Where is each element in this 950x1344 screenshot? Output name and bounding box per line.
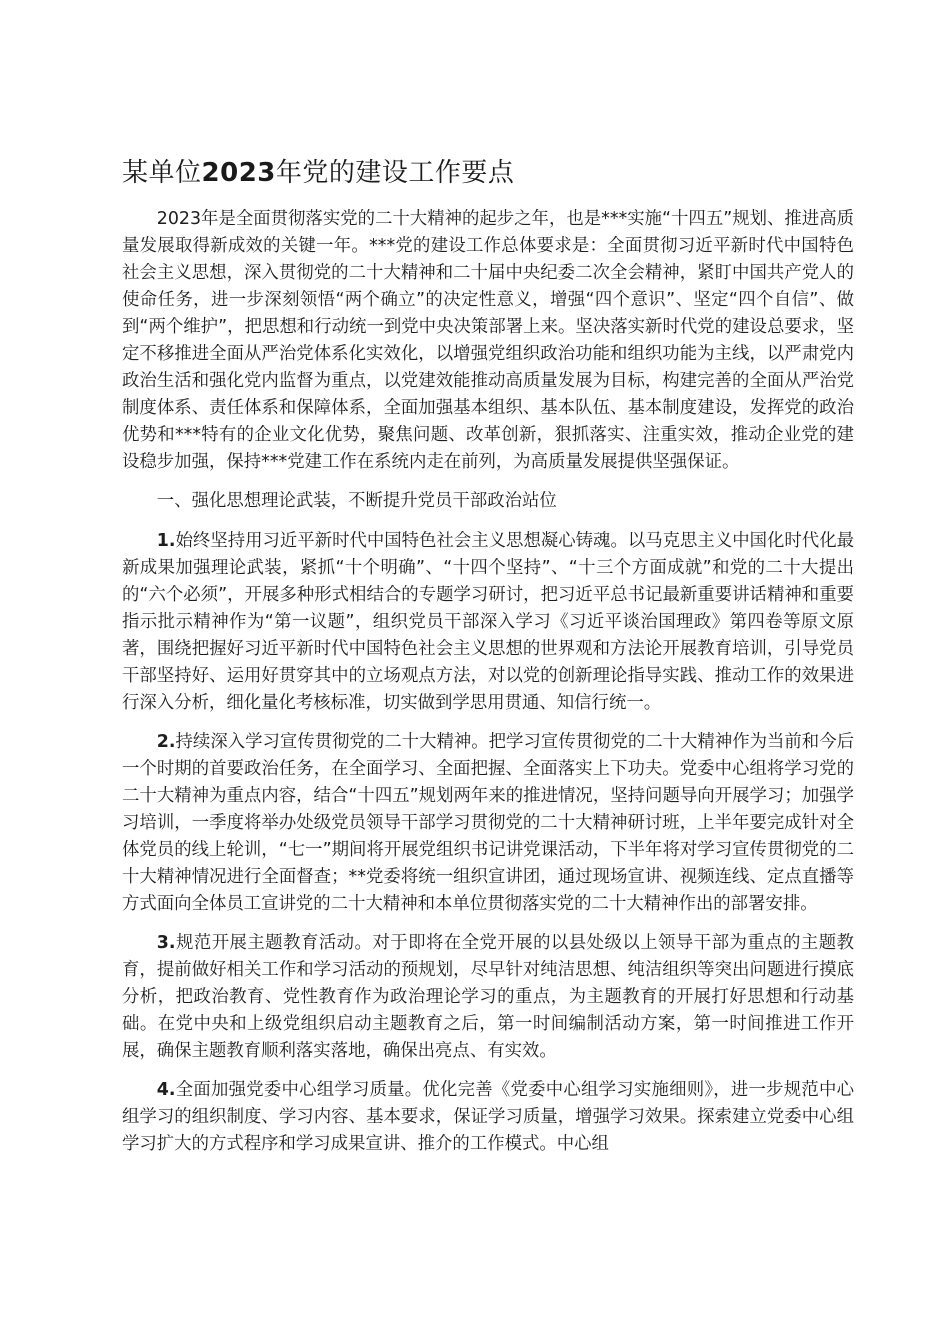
- item-paragraph-2: [122, 729, 854, 918]
- title-year: 2023: [201, 158, 276, 188]
- title-suffix: 年党的建设工作要点: [275, 158, 515, 188]
- item-number: 1.: [156, 531, 176, 551]
- item-paragraph-4: [122, 1077, 854, 1158]
- item-number: 3.: [156, 933, 176, 953]
- title-prefix: 某单位: [122, 158, 202, 188]
- section-heading: 一、强化思想理论武装，不断提升党员干部政治站位: [156, 491, 557, 511]
- item-text: 始终坚持用习近平新时代中国特色社会主义思想凝心铸魂。以马克思主义中国化时代化最新成果加强理论武装，紧抓“十个明确”、“十四个坚持”、“十三个方面成就”和党的二十大提出的“六个必须”，开展多种形式相结合的专题学习研讨，把习近平总书记最新重要讲话精神和重要指示批示精神作为“第一议题”，组织党员干部深入学习《习近平谈治国理政》第四卷等原文原著，围绕把握好习近平新时代中国特色社会主义思想的世界观和方法论开展教育培训，引导党员干部坚持好、运用好贯穿其中的立场观点方法，对以党的创新理论指导实践、推动工作的效果进行深入分析，细化量化考核标准，切实做到学思用贯通、知信行统一。: [122, 531, 854, 713]
- item-paragraph-1: [122, 528, 854, 717]
- item-number: 2.: [156, 732, 176, 752]
- item-text: 规范开展主题教育活动。对于即将在全党开展的以县处级以上领导干部为重点的主题教育，提前做好相关工作和学习活动的预规划，尽早针对纯洁思想、纯洁组织等突出问题进行摸底分析，把政治教育、党性教育作为政治理论学习的重点，为主题教育的开展打好思想和行动基础。在党中央和上级党组织启动主题教育之后，第一时间编制活动方案，第一时间推进工作开展，确保主题教育顺利落实落地，确保出亮点、有实效。: [122, 933, 854, 1061]
- document-title: [122, 153, 514, 193]
- item-number: 4.: [156, 1080, 176, 1100]
- document-body: [122, 206, 854, 1170]
- intro-paragraph: 2023年是全面贯彻落实党的二十大精神的起步之年，也是***实施“十四五”规划、推进高质量发展取得新成效的关键一年。***党的建设工作总体要求是：全面贯彻习近平新时代中国特色社会主义思想，深入贯彻党的二十大精神和二十届中央纪委二次全会精神，紧盯中国共产党人的使命任务，进一步深刻领悟“两个确立”的决定性意义，增强“四个意识”、坚定“四个自信”、做到“两个维护”，把思想和行动统一到党中央决策部署上来。坚决落实新时代党的建设总要求，坚定不移推进全面从严治党体系化实效化，以增强党组织政治功能和组织功能为主线，以严肃党内政治生活和强化党内监督为重点，以党建效能推动高质量发展为目标，构建完善的全面从严治党制度体系、责任体系和保障体系，全面加强基本组织、基本队伍、基本制度建设，发挥党的政治优势和***特有的企业文化优势，聚焦问题、改革创新，狠抓落实、注重实效，推动企业党的建设稳步加强，保持***党建工作在系统内走在前列，为高质量发展提供坚强保证。: [122, 209, 854, 472]
- item-text: 持续深入学习宣传贯彻党的二十大精神。把学习宣传贯彻党的二十大精神作为当前和今后一个时期的首要政治任务，在全面学习、全面把握、全面落实上下功夫。党委中心组将学习党的二十大精神为重点内容，结合“十四五”规划两年来的推进情况，坚持问题导向开展学习；加强学习培训，一季度将举办处级党员领导干部学习贯彻党的二十大精神研讨班，上半年要完成针对全体党员的线上轮训，“七一”期间将开展党组织书记讲党课活动，下半年将对学习宣传贯彻党的二十大精神情况进行全面督查；**党委将统一组织宣讲团，通过现场宣讲、视频连线、定点直播等方式面向全体员工宣讲党的二十大精神和本单位贯彻落实党的二十大精神作出的部署安排。: [122, 732, 854, 914]
- item-text: 全面加强党委中心组学习质量。优化完善《党委中心组学习实施细则》，进一步规范中心组学习的组织制度、学习内容、基本要求，保证学习质量，增强学习效果。探索建立党委中心组学习扩大的方式程序和学习成果宣讲、推介的工作模式。中心组: [122, 1080, 854, 1154]
- item-paragraph-3: [122, 930, 854, 1065]
